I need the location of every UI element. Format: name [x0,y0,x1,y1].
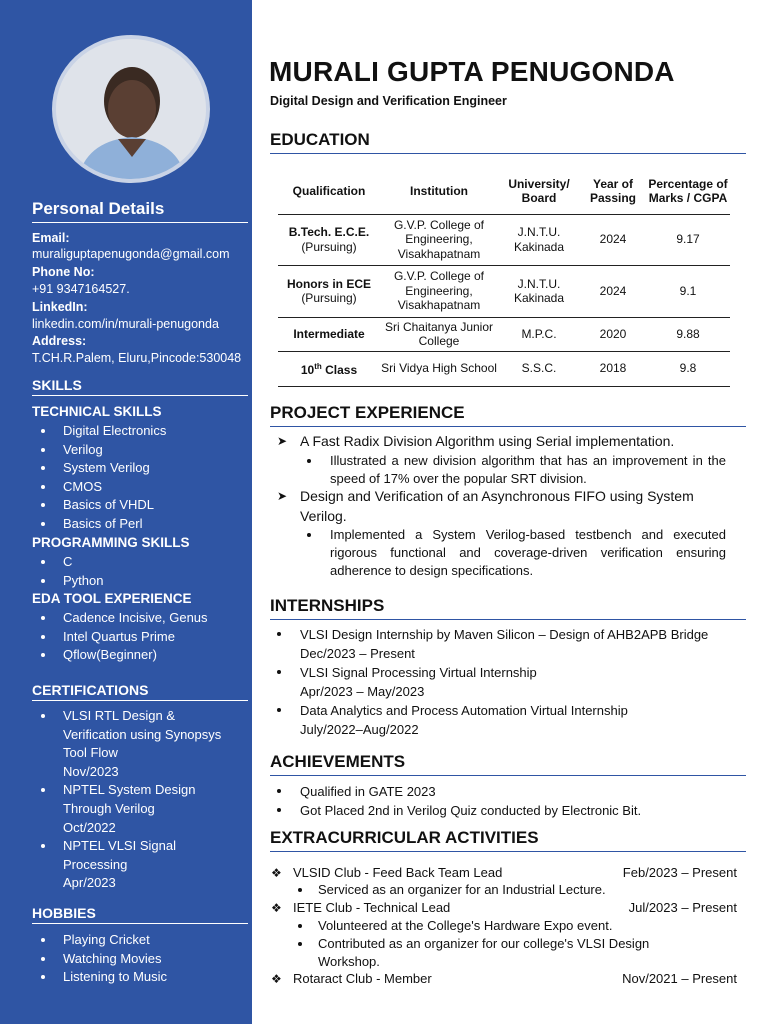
project-title [277,432,737,452]
achievement-item: Got Placed 2nd in Verilog Quiz conducted by Electronic Bit. [277,801,737,820]
bullet-icon [307,459,311,463]
activity-date: Feb/2023 – Present [622,865,737,880]
phone-label: Phone No: [32,265,95,279]
year-cell: 2020 [580,317,646,351]
list-item: Playing Cricket [32,931,247,950]
linkedin-link[interactable]: linkedin.com/in/murali-penugonda [32,317,219,331]
activity-detail [318,935,688,970]
cert-date: Apr/2023 [63,875,116,891]
column-header: Year of Passing [580,168,646,214]
project-detail-text: Implemented a System Verilog-based testbench and executed rigorous functional and coverage-driven verification ensuring adherence to design specifications. [330,527,726,578]
board-cell: S.S.C. [498,351,580,386]
hobbies-list [32,931,247,987]
table-row [278,214,730,265]
internship-title: VLSI Signal Processing Virtual Internship [300,665,537,680]
activity-date: Jul/2023 – Present [628,900,737,915]
activity-detail [318,881,728,899]
bullet-icon [298,888,302,892]
activity-detail [318,917,728,935]
internship-date: Dec/2023 – Present [300,646,415,661]
qualification-note: (Pursuing) [301,239,357,254]
column-header: Percentage of Marks / CGPA [646,168,730,214]
project-title-text: A Fast Radix Division Algorithm using Serial implementation. [300,433,675,449]
year-cell: 2024 [580,265,646,317]
email-label: Email: [32,231,70,245]
project-detail-text: Illustrated a new division algorithm that has an improvement in the speed of 17% over the popular SRT division. [330,453,726,486]
cert-line: Verification using Synopsys [63,726,222,742]
technical-skills-heading: TECHNICAL SKILLS [32,404,162,419]
diamond-bullet-icon: ❖ [271,866,282,880]
certification-item [32,781,247,837]
year-cell: 2018 [580,351,646,386]
list-item: Qflow(Beginner) [32,646,247,665]
cert-line: Tool Flow [63,745,118,761]
address-value: T.CH.R.Palem, Eluru,Pincode:530048 [32,351,242,365]
column-header: University/ Board [498,168,580,214]
project-detail [330,526,726,580]
institution-cell: G.V.P. College of Engineering, Visakhapatnam [380,214,498,265]
list-item: Listening to Music [32,968,247,987]
list-item: Python [32,572,247,591]
qualification-cell [278,214,380,265]
qualification: B.Tech. E.C.E. [288,225,370,239]
phone-value: +91 9347164527. [32,282,130,296]
achievements-list [277,782,737,820]
table-row [278,317,730,351]
technical-skills-list [32,422,247,534]
bullet-icon [298,942,302,946]
qualification-note: (Pursuing) [301,291,357,305]
list-item: Cadence Incisive, Genus [32,609,247,628]
projects-heading: PROJECT EXPERIENCE [270,403,746,427]
education-heading: EDUCATION [270,130,746,154]
internships-heading: INTERNSHIPS [270,596,746,620]
institution-cell: Sri Vidya High School [380,351,498,386]
cert-line: VLSI RTL Design & [63,708,175,723]
extracurricular-heading: EXTRACURRICULAR ACTIVITIES [270,828,746,852]
board-cell: J.N.T.U. Kakinada [498,214,580,265]
programming-skills-list [32,553,247,590]
linkedin-label: LinkedIn: [32,300,88,314]
table-header-row [278,168,730,214]
qualification-cell [278,265,380,317]
certifications-list [32,707,247,893]
bullet-icon [298,924,302,928]
board-cell: M.P.C. [498,317,580,351]
cert-line: NPTEL VLSI Signal [63,838,176,854]
cert-date: Nov/2023 [63,763,119,779]
certification-item [32,707,247,781]
cert-line: Processing [63,856,128,872]
hobbies-heading: HOBBIES [32,905,248,924]
activity-title: Rotaract Club - Member [293,971,432,986]
list-item: Basics of Perl [32,515,247,534]
internship-date: Apr/2023 – May/2023 [300,684,425,699]
profile-photo [52,35,210,183]
diamond-bullet-icon: ❖ [271,901,282,915]
internship-title: VLSI Design Internship by Maven Silicon – Design of AHB2APB Bridge [300,627,709,642]
internship-item [277,625,737,663]
address-label: Address: [32,334,87,348]
list-item: CMOS [32,478,247,497]
board-cell: J.N.T.U. Kakinada [498,265,580,317]
column-header: Qualification [278,168,380,214]
internship-date: July/2022–Aug/2022 [300,722,419,737]
activity-title: IETE Club - Technical Lead [293,900,451,915]
activity-detail-text: Volunteered at the College's Hardware Expo event. [318,918,613,933]
sidebar [0,0,252,1024]
qualification: 10th Class [300,361,358,377]
list-item: Digital Electronics [32,422,247,441]
project-title-text: Design and Verification of an Asynchronous FIFO using System Verilog. [300,488,694,524]
avatar-icon [56,39,206,179]
institution-cell: G.V.P. College of Engineering, Visakhapatnam [380,265,498,317]
certifications-heading: CERTIFICATIONS [32,682,248,701]
activity-title: VLSID Club - Feed Back Team Lead [293,865,503,880]
qualification-cell: Intermediate [278,317,380,351]
list-item: Basics of VHDL [32,496,247,515]
programming-skills-heading: PROGRAMMING SKILLS [32,535,190,550]
score-cell: 9.8 [646,351,730,386]
cert-line: NPTEL System Design [63,782,196,798]
institution-cell: Sri Chaitanya Junior College [380,317,498,351]
table-row [278,265,730,317]
achievements-heading: ACHIEVEMENTS [270,752,746,776]
eda-heading: EDA TOOL EXPERIENCE [32,591,192,606]
list-item: C [32,553,247,572]
activity-date: Nov/2021 – Present [622,971,737,986]
list-item: Watching Movies [32,950,247,969]
score-cell: 9.88 [646,317,730,351]
achievement-item: Qualified in GATE 2023 [277,782,737,801]
personal-details-heading: Personal Details [32,199,248,223]
internship-item [277,701,737,739]
list-item: Intel Quartus Prime [32,628,247,647]
eda-list [32,609,247,665]
score-cell: 9.1 [646,265,730,317]
table-row [278,351,730,386]
candidate-role: Digital Design and Verification Engineer [270,94,507,108]
column-header: Institution [380,168,498,214]
internship-title: Data Analytics and Process Automation Virtual Internship [300,703,628,718]
qualification-cell [278,351,380,386]
skills-heading: SKILLS [32,377,248,396]
candidate-name: MURALI GUPTA PENUGONDA [269,56,675,87]
score-cell: 9.17 [646,214,730,265]
year-cell: 2024 [580,214,646,265]
project-title [277,487,729,526]
internships-list [277,625,737,739]
project-detail [330,452,726,488]
qualification: Honors in ECE [286,276,371,291]
education-table [278,168,730,387]
bullet-icon [307,533,311,537]
list-item: System Verilog [32,459,247,478]
activity-detail-text: Contributed as an organizer for our college's VLSI Design Workshop. [318,936,650,969]
certification-item [32,837,247,893]
diamond-bullet-icon: ❖ [271,972,282,986]
arrow-bullet-icon: ➤ [277,489,288,503]
activity-detail-text: Serviced as an organizer for an Industrial Lecture. [318,882,606,897]
cert-line: Through Verilog [63,800,155,816]
internship-item [277,663,737,701]
list-item: Verilog [32,441,247,460]
email-value[interactable]: muraliguptapenugonda@gmail.com [32,247,230,261]
arrow-bullet-icon: ➤ [277,434,288,448]
cert-date: Oct/2022 [63,819,116,835]
